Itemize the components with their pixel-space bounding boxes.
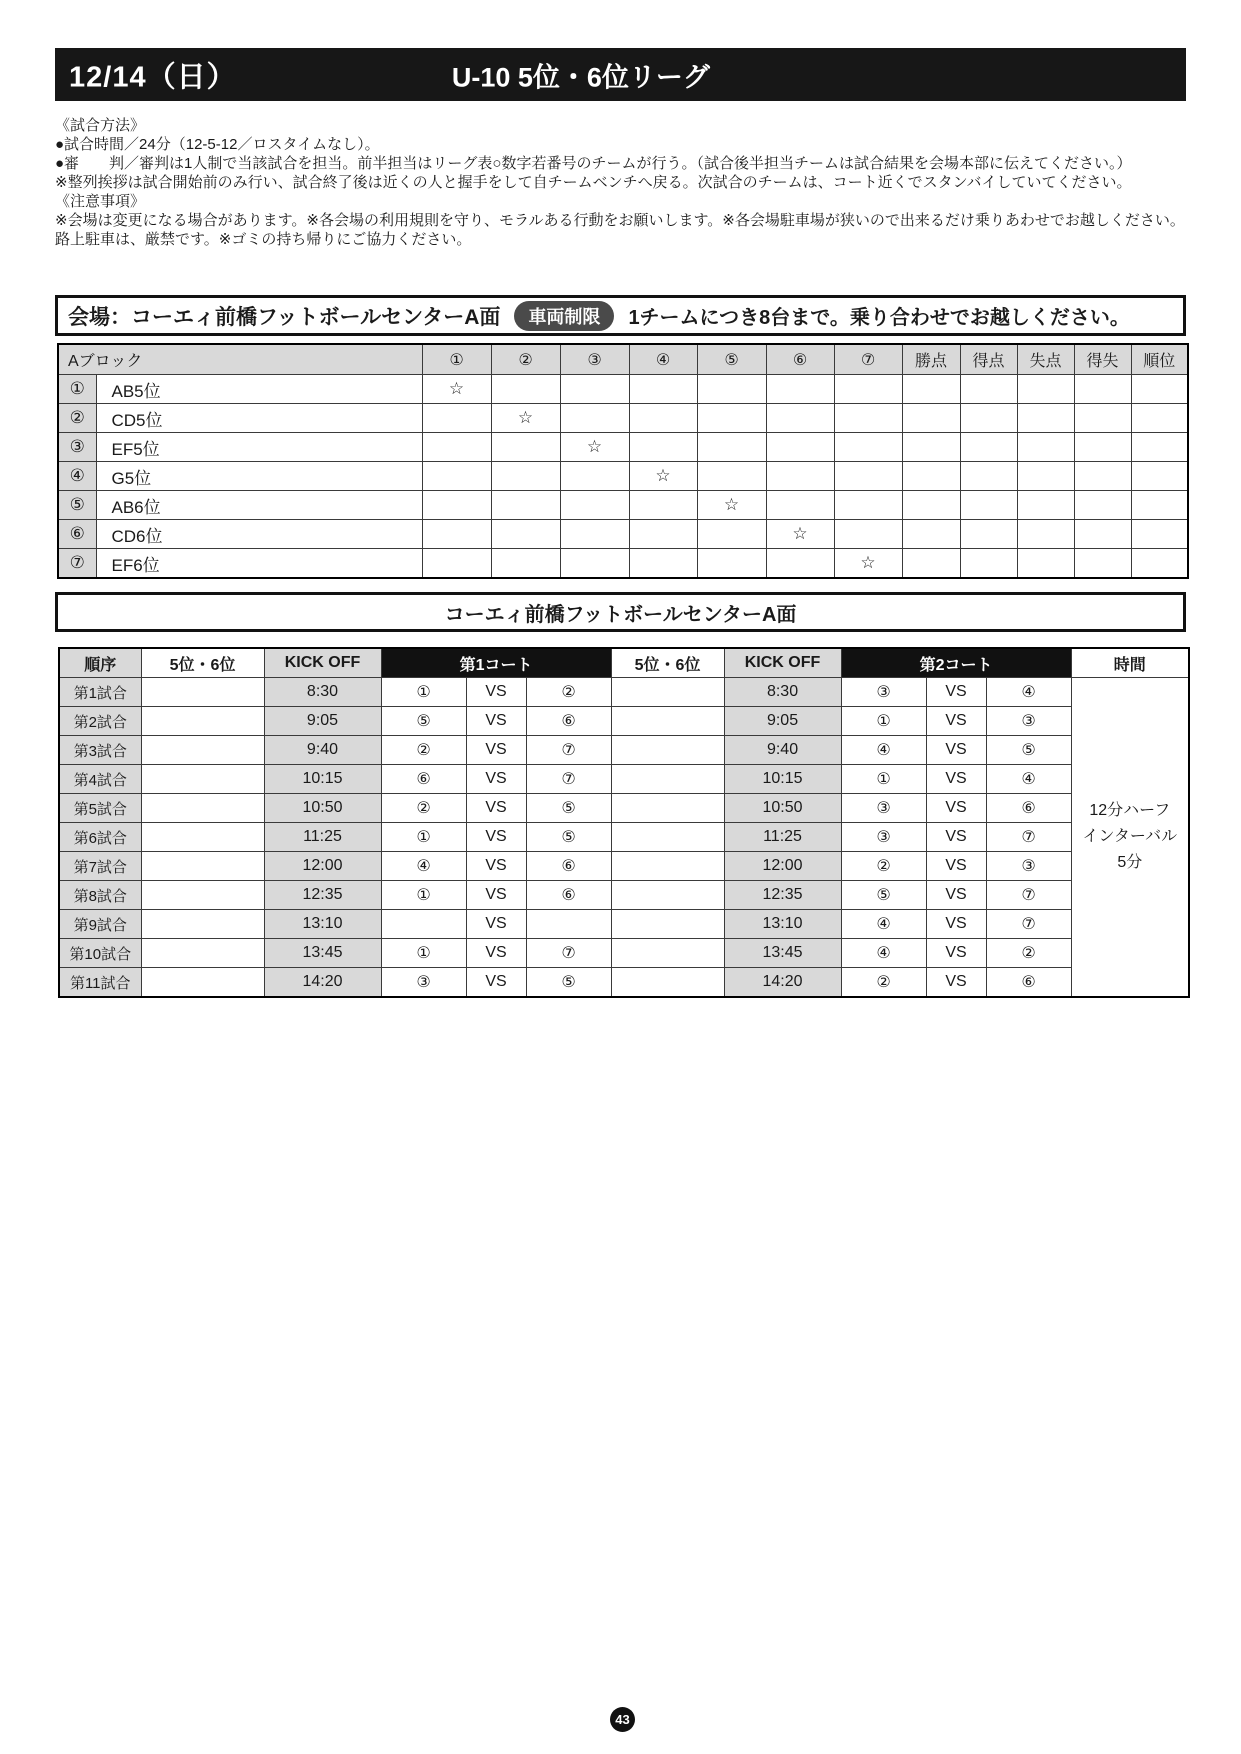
header-rank-1: 5位・6位: [141, 648, 264, 678]
league-row: [58, 433, 1188, 462]
round-header: ①: [422, 344, 491, 375]
league-row: [58, 549, 1188, 579]
rank-cell: [141, 968, 264, 998]
court2-away: ②: [986, 939, 1071, 968]
notes-section-title: 《注意事項》: [55, 193, 146, 210]
result-cell: ☆: [834, 549, 902, 579]
court2-home: ④: [841, 939, 926, 968]
stat-cell: [960, 404, 1017, 433]
court1-home: ①: [381, 823, 466, 852]
kickoff-time: 10:15: [724, 765, 841, 794]
result-cell: [560, 462, 629, 491]
court1-home: ④: [381, 852, 466, 881]
result-cell: [766, 491, 834, 520]
kickoff-time: 10:50: [264, 794, 381, 823]
rank-cell: [141, 678, 264, 707]
kickoff-time: 12:00: [724, 852, 841, 881]
court1-home: ②: [381, 794, 466, 823]
match-order: 第10試合: [59, 939, 141, 968]
result-cell: [491, 462, 560, 491]
stat-cell: [1074, 462, 1131, 491]
result-cell: [629, 375, 697, 404]
vs-label: VS: [466, 765, 526, 794]
stat-cell: [1074, 433, 1131, 462]
match-order: 第4試合: [59, 765, 141, 794]
team-number: ⑥: [58, 520, 96, 549]
vs-label: VS: [926, 852, 986, 881]
stat-cell: [960, 375, 1017, 404]
round-header: ②: [491, 344, 560, 375]
court1-away: ②: [526, 678, 611, 707]
result-cell: [629, 491, 697, 520]
court1-home: [381, 910, 466, 939]
rank-cell: [141, 794, 264, 823]
court1-away: [526, 910, 611, 939]
result-cell: [766, 433, 834, 462]
vs-label: VS: [466, 794, 526, 823]
schedule-venue-title: [55, 592, 1186, 632]
result-cell: [560, 404, 629, 433]
league-header-row: [58, 344, 1188, 375]
rank-cell: [141, 765, 264, 794]
result-cell: [422, 491, 491, 520]
time-note-line: インターバル: [1082, 828, 1178, 845]
team-name: AB6位: [96, 491, 422, 520]
result-cell: ☆: [697, 491, 766, 520]
kickoff-time: 12:00: [264, 852, 381, 881]
stat-cell: [1017, 462, 1074, 491]
rules-line: ※整列挨拶は試合開始前のみ行い、試合終了後は近くの人と握手をして自チームベンチへ戻る。次試合のチームは、コート近くでスタンバイしていてください。: [55, 174, 1132, 191]
round-header: ④: [629, 344, 697, 375]
result-cell: [697, 433, 766, 462]
stat-cell: [902, 491, 960, 520]
stat-cell: [902, 520, 960, 549]
rules-section-title: 《試合方法》: [55, 117, 146, 134]
result-cell: [766, 375, 834, 404]
court2-home: ④: [841, 910, 926, 939]
stat-cell: [902, 462, 960, 491]
venue-label: 会場：コーエィ前橋フットボールセンターA面: [68, 305, 501, 329]
team-number: ①: [58, 375, 96, 404]
league-block-header: Aブロック: [58, 344, 422, 375]
court1-home: ②: [381, 736, 466, 765]
court1-home: ①: [381, 678, 466, 707]
result-cell: [491, 433, 560, 462]
court2-away: ③: [986, 852, 1071, 881]
stat-cell: [902, 375, 960, 404]
vs-label: VS: [926, 881, 986, 910]
result-cell: [560, 375, 629, 404]
result-cell: [834, 462, 902, 491]
match-order: 第9試合: [59, 910, 141, 939]
stat-cell: [902, 549, 960, 579]
kickoff-time: 13:10: [724, 910, 841, 939]
rank-cell: [141, 707, 264, 736]
team-name: G5位: [96, 462, 422, 491]
stat-cell: [1131, 433, 1188, 462]
kickoff-time: 8:30: [724, 678, 841, 707]
stat-cell: [1074, 549, 1131, 579]
kickoff-time: 13:10: [264, 910, 381, 939]
court2-home: ②: [841, 852, 926, 881]
time-note-line: 5分: [1117, 854, 1143, 871]
team-name: EF6位: [96, 549, 422, 579]
court2-away: ⑥: [986, 794, 1071, 823]
court2-away: ⑦: [986, 881, 1071, 910]
header-rank-2: 5位・6位: [611, 648, 724, 678]
court1-away: ⑦: [526, 736, 611, 765]
vs-label: VS: [926, 736, 986, 765]
vs-label: VS: [466, 852, 526, 881]
stat-cell: [1017, 491, 1074, 520]
court1-away: ⑥: [526, 881, 611, 910]
schedule-row: [59, 852, 1189, 881]
result-cell: ☆: [491, 404, 560, 433]
rank-cell: [611, 910, 724, 939]
match-order: 第11試合: [59, 968, 141, 998]
match-order: 第6試合: [59, 823, 141, 852]
rules-line: ●審 判／審判は1人制で当該試合を担当。前半担当はリーグ表○数字若番号のチームが行う。（試合後半担当チームは試合結果を会場本部に伝えてください。）: [55, 155, 1132, 172]
stat-cell: [1131, 404, 1188, 433]
kickoff-time: 10:50: [724, 794, 841, 823]
rules-text: [55, 116, 1186, 249]
vs-label: VS: [926, 939, 986, 968]
schedule-header-row: [59, 648, 1189, 678]
court2-away: ⑤: [986, 736, 1071, 765]
stat-cell: [902, 433, 960, 462]
vs-label: VS: [466, 910, 526, 939]
court2-away: ⑦: [986, 823, 1071, 852]
result-cell: [491, 549, 560, 579]
result-cell: [834, 375, 902, 404]
header-court-1: 第1コート: [381, 648, 611, 678]
court2-away: ③: [986, 707, 1071, 736]
header-date: 12/14（日）: [69, 61, 237, 93]
league-row: [58, 375, 1188, 404]
stat-cell: [1131, 520, 1188, 549]
court2-home: ③: [841, 794, 926, 823]
header-order: 順序: [59, 648, 141, 678]
team-name: CD6位: [96, 520, 422, 549]
vs-label: VS: [466, 823, 526, 852]
team-number: ③: [58, 433, 96, 462]
result-cell: [491, 520, 560, 549]
kickoff-time: 11:25: [724, 823, 841, 852]
rank-cell: [611, 881, 724, 910]
team-number: ⑤: [58, 491, 96, 520]
stat-cell: [1131, 462, 1188, 491]
rank-cell: [611, 968, 724, 998]
header-court-2: 第2コート: [841, 648, 1071, 678]
stat-cell: [1074, 520, 1131, 549]
kickoff-time: 12:35: [264, 881, 381, 910]
schedule-venue-title-text: コーエィ前橋フットボールセンターA面: [444, 603, 797, 626]
stat-cell: [1017, 520, 1074, 549]
schedule-row: [59, 939, 1189, 968]
result-cell: [697, 375, 766, 404]
stat-cell: [960, 549, 1017, 579]
header-kickoff-2: KICK OFF: [724, 648, 841, 678]
schedule-row: [59, 881, 1189, 910]
result-cell: [422, 433, 491, 462]
vs-label: VS: [926, 707, 986, 736]
stat-cell: [1131, 491, 1188, 520]
rank-cell: [611, 939, 724, 968]
court2-away: ⑦: [986, 910, 1071, 939]
time-note-line: 12分ハーフ: [1089, 802, 1171, 819]
result-cell: [629, 520, 697, 549]
result-cell: [560, 520, 629, 549]
kickoff-time: 9:40: [264, 736, 381, 765]
round-header: ⑤: [697, 344, 766, 375]
court1-away: ⑥: [526, 707, 611, 736]
team-number: ②: [58, 404, 96, 433]
result-cell: [629, 433, 697, 462]
schedule-row: [59, 736, 1189, 765]
stat-cell: [1074, 404, 1131, 433]
court1-away: ⑤: [526, 794, 611, 823]
round-header: ⑦: [834, 344, 902, 375]
court1-home: ③: [381, 968, 466, 998]
stat-header-goals-for: 得点: [960, 344, 1017, 375]
rank-cell: [611, 823, 724, 852]
rank-cell: [141, 823, 264, 852]
match-order: 第2試合: [59, 707, 141, 736]
court2-home: ①: [841, 765, 926, 794]
court1-away: ⑤: [526, 968, 611, 998]
round-header: ⑥: [766, 344, 834, 375]
rank-cell: [141, 910, 264, 939]
stat-header-goals-against: 失点: [1017, 344, 1074, 375]
rank-cell: [141, 736, 264, 765]
kickoff-time: 11:25: [264, 823, 381, 852]
vs-label: VS: [466, 939, 526, 968]
result-cell: ☆: [629, 462, 697, 491]
team-number: ⑦: [58, 549, 96, 579]
result-cell: [697, 549, 766, 579]
vs-label: VS: [466, 881, 526, 910]
stat-cell: [1017, 433, 1074, 462]
page-title: U-10 5位・6位リーグ: [451, 62, 710, 92]
team-name: EF5位: [96, 433, 422, 462]
kickoff-time: 9:05: [264, 707, 381, 736]
kickoff-time: 14:20: [264, 968, 381, 998]
stat-cell: [1074, 491, 1131, 520]
result-cell: [560, 549, 629, 579]
stat-header-points: 勝点: [902, 344, 960, 375]
court2-home: ①: [841, 707, 926, 736]
court2-home: ⑤: [841, 881, 926, 910]
header-kickoff-1: KICK OFF: [264, 648, 381, 678]
header-time: 時間: [1071, 648, 1189, 678]
vs-label: VS: [926, 765, 986, 794]
court1-away: ⑤: [526, 823, 611, 852]
vs-label: VS: [466, 707, 526, 736]
result-cell: [834, 491, 902, 520]
rank-cell: [611, 765, 724, 794]
rank-cell: [141, 939, 264, 968]
rank-cell: [611, 707, 724, 736]
vs-label: VS: [926, 794, 986, 823]
rank-cell: [611, 794, 724, 823]
stat-cell: [960, 520, 1017, 549]
match-order: 第8試合: [59, 881, 141, 910]
stat-cell: [960, 433, 1017, 462]
league-row: [58, 404, 1188, 433]
stat-cell: [1017, 549, 1074, 579]
result-cell: [766, 462, 834, 491]
stat-cell: [960, 491, 1017, 520]
vs-label: VS: [466, 678, 526, 707]
result-cell: [491, 491, 560, 520]
kickoff-time: 13:45: [264, 939, 381, 968]
court1-home: ①: [381, 939, 466, 968]
court2-away: ④: [986, 765, 1071, 794]
kickoff-time: 9:05: [724, 707, 841, 736]
schedule-row: [59, 765, 1189, 794]
result-cell: [629, 404, 697, 433]
kickoff-time: 9:40: [724, 736, 841, 765]
team-name: AB5位: [96, 375, 422, 404]
league-row: [58, 520, 1188, 549]
league-table: [57, 343, 1189, 579]
result-cell: [834, 404, 902, 433]
league-row: [58, 462, 1188, 491]
match-order: 第7試合: [59, 852, 141, 881]
schedule-row: [59, 910, 1189, 939]
stat-cell: [1074, 375, 1131, 404]
stat-cell: [1131, 549, 1188, 579]
result-cell: ☆: [766, 520, 834, 549]
page-header-bar: [55, 48, 1186, 101]
match-order: 第5試合: [59, 794, 141, 823]
court1-home: ①: [381, 881, 466, 910]
league-row: [58, 491, 1188, 520]
kickoff-time: 10:15: [264, 765, 381, 794]
schedule-row: [59, 968, 1189, 998]
result-cell: [629, 549, 697, 579]
venue-box: [55, 295, 1186, 336]
match-order: 第1試合: [59, 678, 141, 707]
result-cell: [422, 404, 491, 433]
result-cell: [697, 520, 766, 549]
stat-cell: [902, 404, 960, 433]
result-cell: [697, 462, 766, 491]
court2-away: ⑥: [986, 968, 1071, 998]
court2-away: ④: [986, 678, 1071, 707]
team-name: CD5位: [96, 404, 422, 433]
rank-cell: [611, 736, 724, 765]
rank-cell: [611, 678, 724, 707]
result-cell: [834, 433, 902, 462]
rank-cell: [141, 852, 264, 881]
notes-line: ※会場は変更になる場合があります。※各会場の利用規則を守り、モラルある行動をお願いします。※各会場駐車場が狭いので出来るだけ乗りあわせでお越しください。路上駐車は、厳禁です。※ゴミの持ち帰りにご協力ください。: [55, 212, 1185, 248]
kickoff-time: 14:20: [724, 968, 841, 998]
stat-header-goal-diff: 得失: [1074, 344, 1131, 375]
round-header: ③: [560, 344, 629, 375]
schedule-row: [59, 823, 1189, 852]
vs-label: VS: [926, 678, 986, 707]
result-cell: ☆: [560, 433, 629, 462]
stat-cell: [1017, 375, 1074, 404]
result-cell: [560, 491, 629, 520]
schedule-table: [58, 647, 1190, 998]
result-cell: [766, 404, 834, 433]
stat-header-rank: 順位: [1131, 344, 1188, 375]
vs-label: VS: [466, 736, 526, 765]
stat-cell: [1131, 375, 1188, 404]
vs-label: VS: [926, 910, 986, 939]
kickoff-time: 12:35: [724, 881, 841, 910]
kickoff-time: 8:30: [264, 678, 381, 707]
rank-cell: [141, 881, 264, 910]
venue-note: 1チームにつき8台まで。乗り合わせでお越しください。: [628, 307, 1130, 329]
result-cell: [422, 520, 491, 549]
vs-label: VS: [926, 823, 986, 852]
vs-label: VS: [926, 968, 986, 998]
schedule-row: [59, 794, 1189, 823]
result-cell: [697, 404, 766, 433]
result-cell: [834, 520, 902, 549]
court1-away: ⑥: [526, 852, 611, 881]
court2-home: ④: [841, 736, 926, 765]
court1-home: ⑤: [381, 707, 466, 736]
result-cell: [491, 375, 560, 404]
rank-cell: [611, 852, 724, 881]
team-number: ④: [58, 462, 96, 491]
schedule-row: [59, 707, 1189, 736]
court1-away: ⑦: [526, 939, 611, 968]
rules-line: ●試合時間／24分（12-5-12／ロスタイムなし）。: [55, 136, 380, 153]
result-cell: [422, 462, 491, 491]
result-cell: ☆: [422, 375, 491, 404]
court1-home: ⑥: [381, 765, 466, 794]
result-cell: [766, 549, 834, 579]
schedule-row: [59, 678, 1189, 707]
court2-home: ③: [841, 823, 926, 852]
result-cell: [422, 549, 491, 579]
stat-cell: [1017, 404, 1074, 433]
court2-home: ③: [841, 678, 926, 707]
vs-label: VS: [466, 968, 526, 998]
court1-away: ⑦: [526, 765, 611, 794]
stat-cell: [960, 462, 1017, 491]
time-note-cell: [1071, 678, 1189, 998]
page-number: 43: [610, 1707, 635, 1732]
kickoff-time: 13:45: [724, 939, 841, 968]
court2-home: ②: [841, 968, 926, 998]
match-order: 第3試合: [59, 736, 141, 765]
vehicle-limit-badge: 車両制限: [514, 301, 614, 331]
